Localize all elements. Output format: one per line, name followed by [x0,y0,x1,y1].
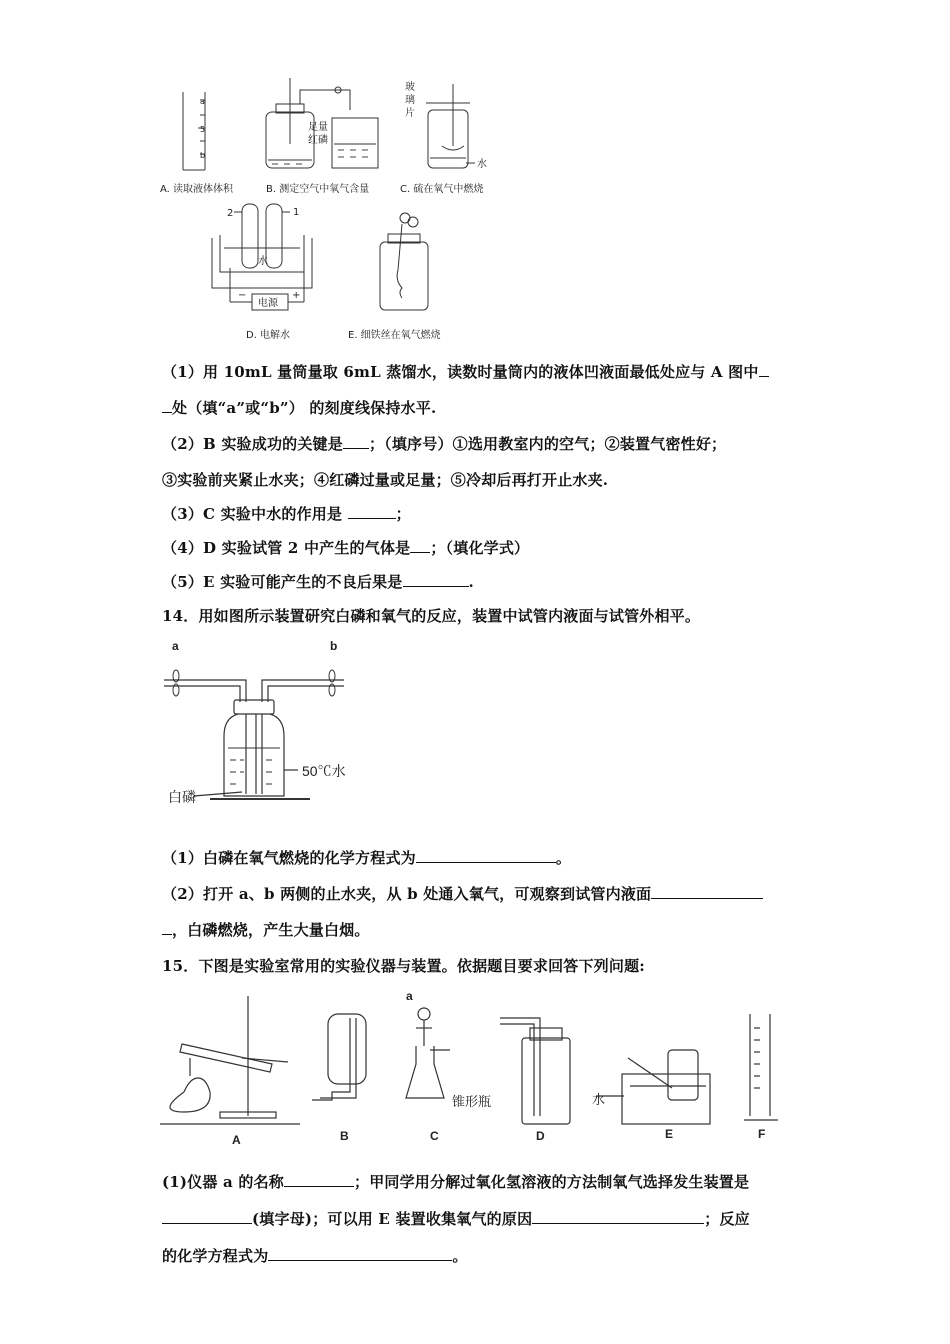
figure-experiments-bottom-svg [200,200,480,322]
q13-part1-text-b: 处（填“a”或“b”） 的刻度线保持水平. [172,399,437,417]
q15-part1-text-a: (1)仪器 a 的名称 [162,1173,284,1191]
q13-part3-text-b: ； [395,505,411,523]
figure-white-phosphorus [160,636,380,812]
caption-d: D. 电解水 [246,330,291,341]
label-clip-b: b [330,639,338,653]
clip-a-icon [173,670,179,696]
letter-d: D [536,1129,545,1143]
letter-f: F [758,1127,766,1141]
scale-label-b: b [200,151,206,160]
q14-part1-text-a: （1）白磷在氧气燃烧的化学方程式为 [162,849,416,867]
q15-part1-line1 [162,1171,749,1192]
q15-part1-line2 [162,1208,750,1229]
q13-part4 [162,537,529,558]
scale-label-a: a [200,97,205,106]
apparatus-e-drawing [380,213,428,310]
q15-part2-text-b: ；反应 [704,1210,750,1228]
q13-part1-blank[interactable] [759,362,769,377]
q15-part1-blank-name[interactable] [284,1172,354,1187]
apparatus-b2-drawing [312,1014,366,1100]
q14-part2-text-b: ，白磷燃烧，产生大量白烟。 [172,921,370,939]
q14-part1-text-b: 。 [555,849,572,867]
figure-white-phosphorus-svg [160,636,380,812]
q13-part5 [162,571,474,592]
q13-part1-blank-cont[interactable] [162,398,172,413]
q13-part2-blank[interactable] [343,434,369,449]
q15-part2-blank-reason[interactable] [532,1209,704,1224]
q13-part2-text-b: ；（填序号）①选用教室内的空气；②装置气密性好； [368,435,727,453]
scale-label-5: 5 [200,125,206,134]
q15-part1-line3 [162,1245,468,1266]
label-instrument-a: a [406,989,413,1003]
q15-part3-blank-equation[interactable] [268,1246,452,1261]
label-glass-2: 璃 [405,95,415,106]
q13-part3-text-a: （3）C 实验中水的作用是 [162,505,348,523]
q14-part1-blank[interactable] [416,848,556,863]
label-glass-3: 片 [405,108,415,119]
label-tube-1: 1 [293,207,300,218]
figure-lab-apparatus-svg [160,988,790,1146]
caption-c: C. 硫在氧气中燃烧 [400,184,484,195]
q14-part1 [162,847,571,868]
q13-part4-text-b: ；（填化学式） [430,539,530,557]
q13-part3 [162,503,411,524]
q14-stem: 14．用如图所示装置研究白磷和氧气的反应，装置中试管内液面与试管外相平。 [162,607,701,625]
q13-part5-blank[interactable] [403,572,469,587]
apparatus-e2-drawing [596,1050,710,1124]
q15-part3-text-a: 的化学方程式为 [162,1247,269,1265]
label-minus: − [238,290,247,301]
figure-experiments-bottom [200,200,480,322]
label-tube-2: 2 [227,208,234,219]
label-white-phosphorus: 白磷 [168,789,196,805]
gas-bottle-drawing [164,680,344,799]
q14-part2-blank-cont[interactable] [162,920,172,935]
q13-part5-text-b: . [468,573,474,591]
q14-part2-line2 [162,919,370,940]
q13-part1-text-a: （1）用 10mL 量筒量取 6mL 蒸馏水，读数时量筒内的液体凹液面最低处应与 A 图中 [162,363,759,381]
q15-part1-blank-device[interactable] [162,1209,252,1224]
q15-part1-text-b: ；甲同学用分解过氧化氢溶液的方法制氧气选择发生装置是 [354,1173,750,1191]
clip-b-icon [329,670,335,696]
caption-a: A. 读取液体体积 [160,184,234,195]
q15-stem: 15．下图是实验室常用的实验仪器与装置。依据题目要求回答下列问题: [162,957,646,975]
label-water-c: 水 [477,159,487,170]
q14-part2-blank[interactable] [651,884,763,899]
letter-e: E [665,1127,674,1141]
label-water-e: 水 [592,1092,606,1107]
q15-part3-text-b: 。 [452,1247,468,1265]
q14-part2-text-a: （2）打开 a、b 两侧的止水夹，从 b 处通入氧气，可观察到试管内液面 [162,885,652,903]
letter-c: C [430,1129,439,1143]
q13-part1-line1 [162,361,769,382]
q13-part2-line1 [162,433,726,454]
label-glass-1: 玻 [405,82,415,93]
q13-part4-text-a: （4）D 实验试管 2 中产生的气体是 [162,539,411,557]
label-clip-a: a [172,639,179,653]
q13-part4-blank[interactable] [410,538,430,553]
q13-part2-text-c: ③实验前夹紧止水夹；④红磷过量或足量；⑤冷却后再打开止水夹. [162,471,609,489]
label-50c-water: 50℃水 [302,763,346,779]
q15-part2-text-a: (填字母)；可以用 E 装置收集氧气的原因 [252,1210,533,1228]
q14-part2-line1 [162,883,763,904]
caption-e: E. 细铁丝在氧气燃烧 [348,330,441,341]
label-red-phosphorus: 红磷 [308,135,328,146]
label-plus: + [292,290,301,301]
water-hatching-14 [228,748,280,784]
figure-lab-apparatus [160,988,790,1146]
q13-part2-line2 [162,469,608,490]
label-conical-flask: 锥形瓶 [452,1094,492,1109]
letter-b: B [340,1129,349,1143]
q13-part5-text-a: （5）E 实验可能产生的不良后果是 [162,573,403,591]
water-hatching-b [272,150,368,164]
q13-part1-line2 [162,397,436,418]
q13-part2-text-a: （2）B 实验成功的关键是 [162,435,343,453]
apparatus-c-drawing [426,84,475,168]
letter-a: A [232,1133,241,1147]
label-power: 电源 [258,298,278,309]
label-water-d: 水 [258,256,268,267]
apparatus-c2-drawing [406,1008,450,1098]
apparatus-f-drawing [744,1014,778,1120]
apparatus-a-drawing [160,996,300,1124]
apparatus-d2-drawing [500,1018,570,1124]
q13-part3-blank[interactable] [348,504,396,519]
label-sufficient: 足量 [308,122,328,133]
caption-b: B. 测定空气中氧气含量 [266,184,370,195]
